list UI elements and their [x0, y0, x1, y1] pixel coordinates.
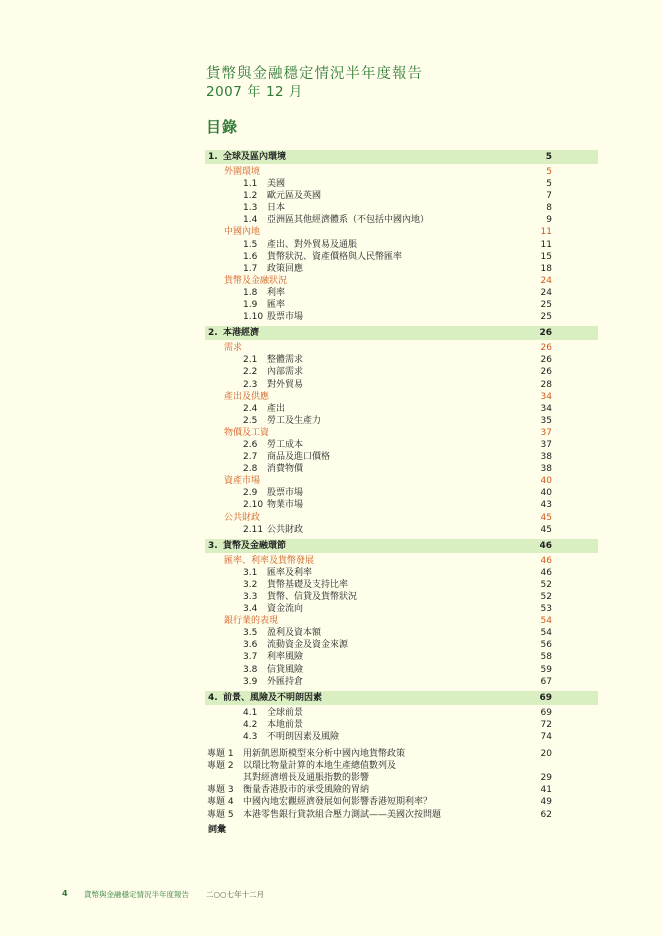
toc-item-title: 股票市場: [267, 488, 304, 499]
toc-page-number: 29: [540, 773, 552, 784]
toc-box-title: 以環比物量計算的本地生產總值數列及: [243, 761, 397, 772]
toc-page-number: 67: [540, 676, 552, 687]
toc-page-number: 26: [540, 367, 552, 378]
toc-section: [205, 166, 598, 178]
toc-page-number: 37: [540, 439, 552, 450]
toc-page-number: 25: [540, 312, 552, 323]
toc-item-number: 1.6: [243, 251, 258, 262]
toc-item-number: 4.2: [243, 719, 258, 730]
toc-item: [205, 463, 598, 475]
toc-box-label: 專題 2: [207, 761, 234, 772]
toc-item-title: 貨幣、信貸及貨幣狀況: [267, 592, 358, 602]
toc-page-number: 40: [540, 476, 552, 487]
toc-item-title: 產出、對外貿易及通脹: [267, 239, 358, 250]
toc-item-number: 2.7: [243, 452, 258, 463]
toc-item: [205, 251, 598, 263]
toc-item-number: 3.4: [243, 604, 258, 615]
toc-chapter-title: 本港經濟: [223, 328, 260, 339]
toc-item-number: 3.3: [243, 592, 258, 602]
toc-item: [205, 524, 598, 536]
toc-item-title: 商品及進口價格: [267, 452, 331, 463]
toc-page-number: 54: [540, 616, 552, 627]
toc-chapter: [205, 326, 598, 340]
toc-item-title: 利率風險: [267, 652, 304, 663]
report-title: 貨幣與金融穩定情況半年度報告: [206, 66, 423, 82]
toc-page-number: 56: [540, 640, 552, 651]
toc-page-number: 28: [540, 379, 552, 390]
toc-page-number: 38: [540, 452, 552, 463]
toc-item: [205, 627, 598, 639]
toc-item-title: 利率: [267, 287, 286, 298]
toc-page-number: 74: [540, 731, 552, 742]
toc-item-number: 2.10: [243, 500, 264, 511]
toc-box: [205, 784, 598, 796]
toc-section: [205, 226, 598, 238]
toc-page-number: 8: [546, 203, 552, 214]
toc-glossary-title: 詞彙: [208, 824, 227, 835]
toc-item: [205, 639, 598, 651]
toc-item-title: 美國: [267, 179, 286, 190]
footer-date: 二○○七年十二月: [206, 890, 265, 899]
toc-item-number: 3.5: [243, 628, 258, 639]
toc-item-title: 外匯持倉: [267, 676, 304, 687]
toc-page-number: 9: [546, 215, 552, 226]
toc-item: [205, 178, 598, 190]
toc-chapter-title: 貨幣及金融環節: [223, 540, 287, 551]
toc-page-number: 34: [540, 403, 552, 414]
toc-box: [205, 772, 598, 784]
toc-item-title: 全球前景: [267, 707, 304, 718]
toc-item-title: 股票市場: [267, 312, 304, 323]
toc-page-number: 45: [540, 512, 552, 523]
toc-page-number: 53: [540, 604, 552, 615]
toc-item-title: 歐元區及英國: [267, 191, 322, 202]
toc-page-number: 7: [546, 191, 552, 202]
toc-item: [205, 603, 598, 615]
toc-item: [205, 239, 598, 251]
toc-box: [205, 796, 598, 808]
toc-section-title: 產出及供應: [224, 391, 270, 402]
toc-item-number: 1.3: [243, 203, 258, 214]
toc-item: [205, 499, 598, 511]
toc-page-number: 54: [540, 628, 552, 639]
toc-section: [205, 512, 598, 524]
toc-item-title: 公共財政: [267, 524, 304, 535]
toc-item: [205, 299, 598, 311]
toc-item-number: 2.2: [243, 367, 258, 378]
toc-item: [205, 719, 598, 731]
toc-item: [205, 415, 598, 427]
toc-item: [205, 214, 598, 226]
toc-item: [205, 731, 598, 743]
toc-box-title: 其對經濟增長及通脹指數的影響: [243, 773, 370, 784]
toc-section-title: 公共財政: [224, 512, 261, 523]
toc-item-number: 1.10: [243, 312, 264, 323]
toc-chapter-title: 全球及區內環境: [223, 152, 287, 162]
toc-item-title: 亞洲區其他經濟體系（不包括中國內地）: [267, 215, 430, 226]
toc-page-number: 37: [540, 427, 552, 438]
toc-item-title: 流動資金及資金來源: [267, 640, 349, 651]
toc-item-number: 2.6: [243, 439, 258, 450]
toc-item-title: 物業市場: [267, 500, 304, 511]
toc-item-number: 3.8: [243, 664, 258, 675]
toc-page-number: 52: [540, 592, 552, 602]
toc-item-title: 盈利及資本額: [267, 628, 322, 639]
toc-page-number: 46: [540, 555, 552, 566]
toc-page-number: 35: [540, 415, 552, 426]
toc-item-number: 2.3: [243, 379, 258, 390]
toc-item-title: 匯率: [267, 300, 286, 311]
toc-page-number: 20: [540, 749, 552, 760]
toc-item: [205, 311, 598, 323]
toc-section: [205, 342, 598, 354]
toc-page-number: 72: [540, 719, 552, 730]
toc-item-number: 2.5: [243, 415, 258, 426]
report-date: 2007 年 12 月: [206, 84, 303, 100]
toc-page-number: 11: [540, 227, 552, 238]
toc-page-number: 26: [540, 355, 552, 366]
toc-item: [205, 567, 598, 579]
toc-item: [205, 487, 598, 499]
toc-page-number: 18: [540, 263, 552, 274]
toc-item-title: 內部需求: [267, 367, 304, 378]
toc-glossary: [205, 824, 598, 836]
toc-section-title: 外圍環境: [224, 167, 261, 177]
toc-box-label: 專題 5: [207, 809, 234, 820]
toc-page-number: 46: [540, 567, 552, 578]
toc-item-number: 1.5: [243, 239, 258, 250]
toc-chapter-title: 前景、風險及不明朗因素: [223, 692, 323, 703]
toc-item-title: 勞工及生產力: [267, 415, 322, 426]
toc-item: [205, 707, 598, 719]
toc-item-number: 4.3: [243, 731, 258, 742]
toc-section-title: 資產市場: [224, 476, 261, 487]
toc-item-title: 本地前景: [267, 719, 304, 730]
toc-page-number: 24: [540, 275, 552, 286]
toc-box-title: 本港零售銀行貸款組合壓力測試——美國次按問題: [243, 809, 442, 820]
toc-section: [205, 427, 598, 439]
toc-section: [205, 615, 598, 627]
toc-page-number: 62: [540, 809, 552, 820]
toc-section: [205, 391, 598, 403]
toc-item-number: 1.7: [243, 263, 258, 274]
toc-section-title: 銀行業的表現: [224, 616, 279, 627]
toc-item-title: 貨幣基礎及支持比率: [267, 579, 349, 590]
toc-section-title: 中國內地: [224, 227, 261, 238]
toc-item-number: 1.8: [243, 287, 258, 298]
toc-page-number: 69: [540, 707, 552, 718]
toc-box: [205, 748, 598, 760]
toc-page-number: 43: [540, 500, 552, 511]
toc-section: [205, 475, 598, 487]
toc-item: [205, 579, 598, 591]
toc-chapter: [205, 539, 598, 553]
toc-item: [205, 651, 598, 663]
toc-item: [205, 451, 598, 463]
footer-report-title: 貨幣與金融穩定情況半年度報告: [84, 890, 189, 899]
toc-item-title: 消費物價: [267, 464, 304, 475]
toc-page-number: 41: [540, 785, 552, 796]
toc-item-title: 日本: [267, 203, 286, 214]
toc-item: [205, 591, 598, 603]
toc-item-number: 3.1: [243, 567, 258, 578]
toc-page-number: 5: [546, 179, 552, 190]
toc-section: [205, 275, 598, 287]
toc-item-number: 2.9: [243, 488, 258, 499]
toc-item: [205, 190, 598, 202]
toc-item: [205, 379, 598, 391]
toc-page-number: 38: [540, 464, 552, 475]
toc-item: [205, 366, 598, 378]
toc-item-number: 3.6: [243, 640, 258, 651]
toc-heading: 目錄: [206, 118, 239, 136]
toc-page-number: 69: [539, 692, 552, 703]
toc-box: [205, 809, 598, 821]
toc-page-number: 26: [539, 328, 552, 339]
toc-section-title: 物價及工資: [224, 427, 270, 438]
toc-item-title: 匯率及利率: [267, 567, 313, 578]
toc-page-number: 24: [540, 287, 552, 298]
toc-section: [205, 555, 598, 567]
toc-page-number: 11: [540, 239, 552, 250]
toc-page-number: 40: [540, 488, 552, 499]
toc-item-title: 政策回應: [267, 263, 304, 274]
toc-box-label: 專題 3: [207, 785, 234, 796]
toc-item-number: 1.2: [243, 191, 258, 202]
toc-item-number: 1.1: [243, 179, 258, 190]
toc-item-title: 整體需求: [267, 355, 304, 366]
toc-box-title: 衡量香港股市的承受風險的胃納: [243, 785, 370, 796]
toc-page-number: 5: [545, 152, 552, 162]
toc-item-number: 3.7: [243, 652, 258, 663]
toc-item-number: 1.9: [243, 300, 258, 311]
footer-page-number: 4: [62, 889, 68, 898]
toc-item-title: 產出: [267, 403, 286, 414]
toc-item-title: 信貸風險: [267, 664, 304, 675]
toc-page-number: 34: [540, 391, 552, 402]
toc-box-label: 專題 1: [207, 749, 234, 760]
toc-item-number: 2.8: [243, 464, 258, 475]
toc-item-number: 1.4: [243, 215, 258, 226]
toc-box: [205, 760, 598, 772]
toc-item: [205, 287, 598, 299]
toc-item: [205, 676, 598, 688]
toc-page-number: 15: [540, 251, 552, 262]
toc-page-number: 45: [540, 524, 552, 535]
toc-page-number: 26: [540, 343, 552, 354]
toc-section-title: 需求: [224, 343, 243, 354]
toc-page-number: 46: [539, 540, 552, 551]
toc-page-number: 52: [540, 579, 552, 590]
toc-page-number: 58: [540, 652, 552, 663]
toc-chapter-number: 2.: [208, 328, 218, 339]
toc-item-number: 3.9: [243, 676, 258, 687]
toc-chapter: [205, 150, 598, 164]
toc-item-number: 2.11: [243, 524, 264, 535]
toc-page-number: 5: [546, 167, 552, 177]
toc-chapter-number: 3.: [208, 540, 218, 551]
toc-item-title: 對外貿易: [267, 379, 304, 390]
toc-item-title: 勞工成本: [267, 439, 304, 450]
toc-item-number: 2.4: [243, 403, 258, 414]
toc-page-number: 49: [540, 797, 552, 808]
toc-box-label: 專題 4: [207, 797, 234, 808]
toc-box-title: 中國內地宏觀經濟發展如何影響香港短期利率？: [243, 797, 433, 808]
toc-chapter-number: 4.: [208, 692, 218, 703]
toc-item: [205, 439, 598, 451]
toc-item: [205, 202, 598, 214]
toc-item: [205, 263, 598, 275]
toc-page-number: 59: [540, 664, 552, 675]
toc-chapter-number: 1.: [208, 152, 218, 162]
toc-box-title: 用新凱恩斯模型來分析中國內地貨幣政策: [243, 749, 406, 760]
toc-item-title: 貨幣狀況、資產價格與人民幣匯率: [267, 251, 403, 262]
toc-item-number: 4.1: [243, 707, 258, 718]
toc-page-number: 25: [540, 300, 552, 311]
toc-item-number: 2.1: [243, 355, 258, 366]
table-of-contents: [205, 150, 598, 836]
toc-section-title: 匯率、利率及貨幣發展: [224, 555, 315, 566]
toc-item-title: 資金流向: [267, 604, 304, 615]
toc-item: [205, 354, 598, 366]
toc-item-number: 3.2: [243, 579, 258, 590]
toc-chapter: [205, 691, 598, 705]
toc-item: [205, 664, 598, 676]
toc-section-title: 貨幣及金融狀況: [224, 275, 288, 286]
toc-item: [205, 403, 598, 415]
toc-item-title: 不明朗因素及風險: [267, 731, 340, 742]
